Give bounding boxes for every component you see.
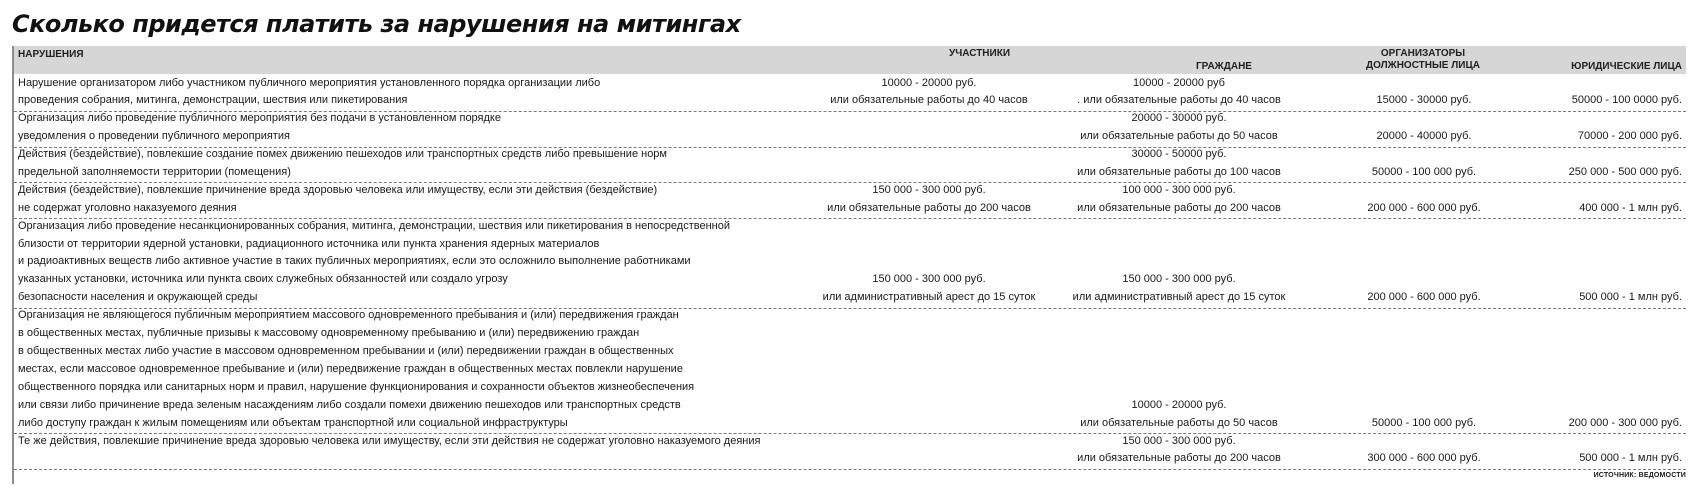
citizens-cell: 100 000 - 300 000 руб.: [1122, 183, 1236, 196]
officials-cell: 20000 - 40000 руб.: [1376, 130, 1472, 143]
violation-text: уведомления о проведении публичного мероприятия: [18, 130, 290, 143]
officials-cell: 15000 - 30000 руб.: [1376, 94, 1472, 107]
citizens-cell: . или обязательные работы до 40 часов: [1077, 94, 1281, 107]
legal-entities-cell: 70000 - 200 000 руб.: [1577, 130, 1682, 143]
table-row: [14, 111, 1686, 148]
officials-cell: 200 000 - 600 000 руб.: [1367, 291, 1481, 304]
violation-text: в общественных местах либо участие в массовом одновременном пребывании и (или) передвижении граждан в общественных: [18, 344, 674, 357]
citizens-cell: 150 000 - 300 000 руб.: [1122, 434, 1236, 447]
citizens-cell: или обязательные работы до 50 часов: [1080, 416, 1278, 429]
violation-text: Действия (бездействие), повлекшие причинение вреда здоровью человека или имуществу, если эти действия (бездействие): [18, 183, 658, 196]
officials-cell: 50000 - 100 000 руб.: [1371, 416, 1477, 429]
header-citizens: ГРАЖДАНЕ: [1196, 61, 1252, 72]
table-row: [14, 147, 1686, 184]
page-title: Сколько придется платить за нарушения на митингах: [12, 10, 741, 38]
citizens-cell: 20000 - 30000 руб.: [1131, 112, 1227, 125]
participants-cell: или обязательные работы до 40 часов: [830, 94, 1028, 107]
citizens-cell: или обязательные работы до 200 часов: [1077, 201, 1281, 214]
violation-text: Те же действия, повлекшие причинение вреда здоровью человека или имуществу, если эти действия не содержат уголовно наказуемого деяния: [18, 434, 761, 447]
participants-cell: или обязательные работы до 200 часов: [827, 201, 1031, 214]
table-row: [14, 308, 1686, 434]
violation-text: или связи либо причинение вреда зеленым насаждениям либо создали помехи движению пешеходов или транспортных средств: [18, 398, 681, 411]
citizens-cell: 150 000 - 300 000 руб.: [1122, 273, 1236, 286]
source-note: ИСТОЧНИК: ВЕДОМОСТИ: [1593, 472, 1686, 479]
legal-entities-cell: 50000 - 100 0000 руб.: [1571, 94, 1682, 107]
violation-text: местах, если массовое одновременное пребывание и (или) передвижение граждан в общественных местах повлекли нарушение: [18, 362, 683, 375]
citizens-cell: или обязательные работы до 200 часов: [1077, 452, 1281, 465]
violation-text: и радиоактивных веществ либо активное участие в таких публичных мероприятиях, если это осложнило выполнение работниками: [18, 255, 691, 268]
header-organizers: ОРГАНИЗАТОРЫ: [1380, 48, 1466, 59]
table-row: [14, 218, 1686, 309]
table-row: [14, 182, 1686, 219]
citizens-cell: 10000 - 20000 руб.: [1131, 398, 1227, 411]
legal-entities-cell: 500 000 - 1 млн руб.: [1579, 291, 1682, 304]
violation-text: Нарушение организатором либо участником публичного мероприятия установленного порядка организации либо: [18, 76, 601, 89]
violation-text: не содержат уголовно наказуемого деяния: [18, 201, 237, 214]
violation-text: Организация либо проведение несанкционированных собрания, митинга, демонстрации, шествия или пикетирования в непосредственной: [18, 219, 731, 232]
legal-entities-cell: 400 000 - 1 млн руб.: [1579, 201, 1682, 214]
participants-cell: или административный арест до 15 суток: [822, 291, 1036, 304]
violation-text: предельной заполняемости территории (помещения): [18, 165, 291, 178]
violation-text: проведения собрания, митинга, демонстрации, шествия или пикетирования: [18, 94, 408, 107]
violation-text: Организация либо проведение публичного мероприятия без подачи в установленном порядке: [18, 112, 501, 125]
header-legal-entities: ЮРИДИЧЕСКИЕ ЛИЦА: [1571, 61, 1682, 72]
citizens-cell: 10000 - 20000 руб: [1133, 76, 1225, 89]
violation-text: Действия (бездействие), повлекшие создание помех движению пешеходов или транспортных средств либо превышение норм: [18, 148, 667, 161]
participants-cell: 10000 - 20000 руб.: [881, 76, 977, 89]
violation-text: указанных установки, источника или пункта своих служебных обязанностей или создало угрозу: [18, 273, 508, 286]
table-row: [14, 75, 1686, 112]
violation-text: либо доступу граждан к жилым помещениям или объектам транспортной или социальной инфраструктуры: [18, 416, 568, 429]
legal-entities-cell: 200 000 - 300 000 руб.: [1568, 416, 1682, 429]
citizens-cell: 30000 - 50000 руб.: [1131, 148, 1227, 161]
header-violations: НАРУШЕНИЯ: [18, 49, 84, 60]
citizens-cell: или обязательные работы до 50 часов: [1080, 130, 1278, 143]
header-participants: УЧАСТНИКИ: [949, 48, 1011, 59]
table-row: [14, 433, 1686, 470]
violation-text: безопасности населения и окружающей среды: [18, 291, 258, 304]
violation-text: Организация не являющегося публичным мероприятием массового одновременного пребывания и (или) передвижения граждан: [18, 309, 679, 322]
legal-entities-cell: 500 000 - 1 млн руб.: [1579, 452, 1682, 465]
violation-text: общественного порядка или санитарных норм и правил, нарушение функционирования и сохранности объектов жизнеобеспечения: [18, 380, 695, 393]
officials-cell: 300 000 - 600 000 руб.: [1367, 452, 1481, 465]
header-officials: ДОЛЖНОСТНЫЕ ЛИЦА: [1366, 60, 1480, 71]
participants-cell: 150 000 - 300 000 руб.: [872, 273, 986, 286]
table-header: [14, 46, 1686, 74]
legal-entities-cell: 250 000 - 500 000 руб.: [1568, 165, 1682, 178]
violation-text: близости от территории ядерной установки, радиационного источника или пункта хранения ядерных материалов: [18, 237, 600, 250]
officials-cell: 200 000 - 600 000 руб.: [1367, 201, 1481, 214]
violation-text: в общественных местах, публичные призывы к массовому одновременному пребыванию и (или) передвижению граждан: [18, 327, 640, 340]
citizens-cell: или обязательные работы до 100 часов: [1077, 165, 1281, 178]
participants-cell: 150 000 - 300 000 руб.: [872, 183, 986, 196]
officials-cell: 50000 - 100 000 руб.: [1371, 165, 1477, 178]
citizens-cell: или административный арест до 15 суток: [1072, 291, 1286, 304]
